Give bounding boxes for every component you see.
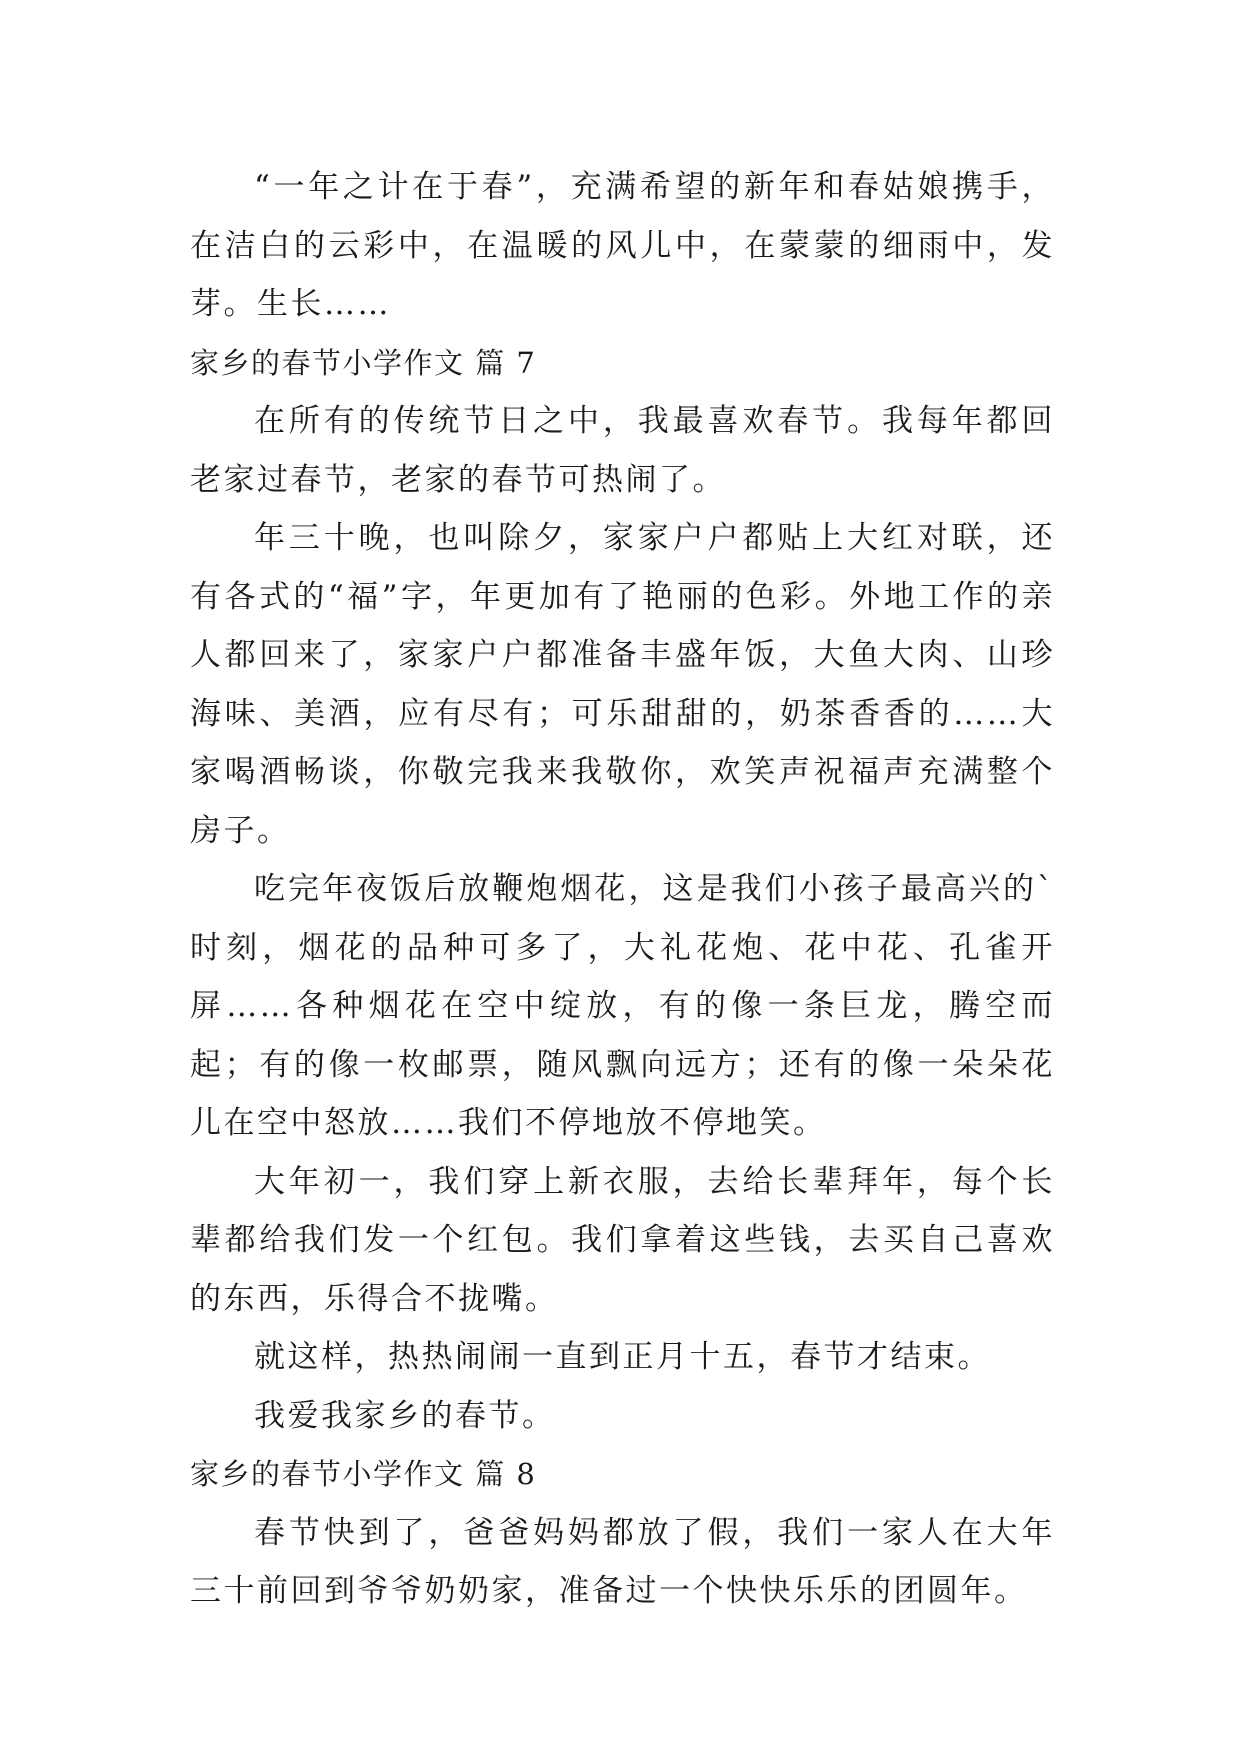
paragraph-favorite-festival: 在所有的传统节日之中，我最喜欢春节。我每年都回老家过春节，老家的春节可热闹了。 <box>190 403 1055 498</box>
paragraph-new-year-visit: 大年初一，我们穿上新衣服，去给长辈拜年，每个长辈都给我们发一个红包。我们拿着这些钱，去买自己喜欢的东西，乐得合不拢嘴。 <box>190 1163 1055 1317</box>
paragraph-spring-intro: “一年之计在于春”，充满希望的新年和春姑娘携手，在洁白的云彩中，在温暖的风儿中，在蒙蒙的细雨中，发芽。生长…… <box>190 169 1055 322</box>
paragraph-fireworks: 吃完年夜饭后放鞭炮烟花，这是我们小孩子最高兴的`时刻，烟花的品种可多了，大礼花炮、花中花、孔雀开屏……各种烟花在空中绽放，有的像一条巨龙，腾空而起；有的像一枚邮票，随风飘向远方；还有的像一朵朵花儿在空中怒放……我们不停地放不停地笑。 <box>190 871 1055 1141</box>
paragraph-holiday-start: 春节快到了，爸爸妈妈都放了假，我们一家人在大年三十前回到爷爷奶奶家，准备过一个快快乐乐的团圆年。 <box>190 1514 1055 1609</box>
section-heading-8: 家乡的春节小学作文 篇 8 <box>190 1457 537 1491</box>
section-heading-7: 家乡的春节小学作文 篇 7 <box>190 345 537 380</box>
document-body <box>190 158 1055 1621</box>
paragraph-closing: 我爱我家乡的春节。 <box>254 1397 556 1434</box>
paragraph-lantern-festival: 就这样，热热闹闹一直到正月十五，春节才结束。 <box>254 1339 991 1375</box>
paragraph-new-years-eve: 年三十晚，也叫除夕，家家户户都贴上大红对联，还有各式的“福”字，年更加有了艳丽的色彩。外地工作的亲人都回来了，家家户户都准备丰盛年饭，大鱼大肉、山珍海味、美酒，应有尽有；可乐甜甜的，奶茶香香的……大家喝酒畅谈，你敬完我来我敬你，欢笑声祝福声充满整个房子。 <box>190 520 1055 849</box>
